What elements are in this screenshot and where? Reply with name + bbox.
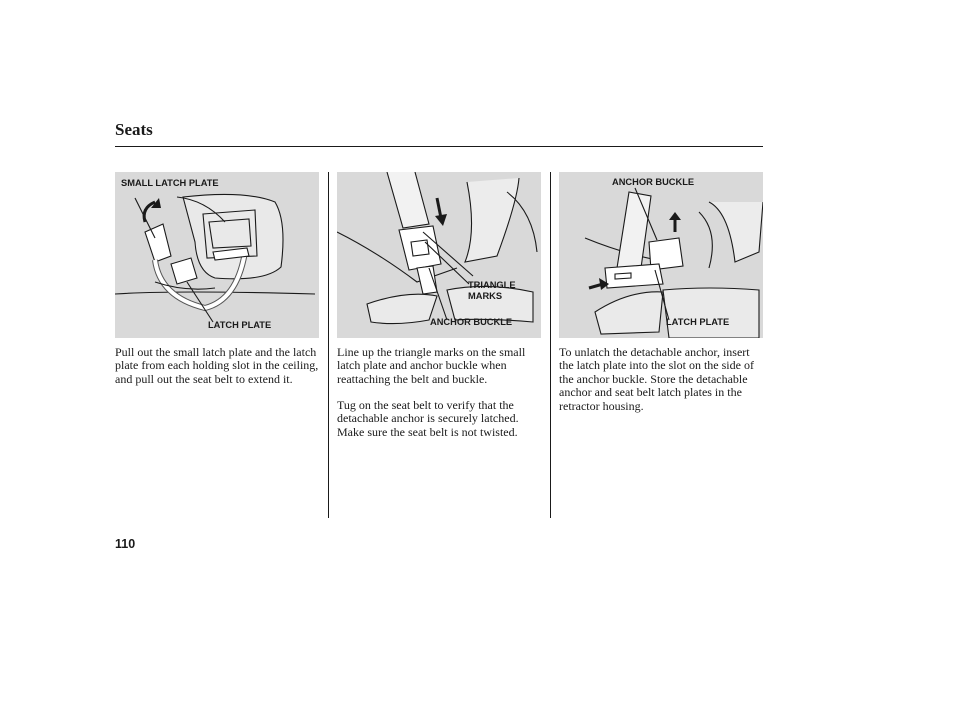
- figure-triangle-marks: [337, 172, 541, 338]
- column-3-paragraph-1: To unlatch the detachable anchor, insert the latch plate into the slot on the side of the anchor buckle. Store the detachable anchor and seat belt latch plates in the retractor housing.: [559, 345, 754, 413]
- figure-ceiling-latch-plates: [115, 172, 319, 338]
- header-rule: [115, 146, 763, 147]
- callout-triangle-marks: TRIANGLE MARKS: [468, 280, 516, 301]
- page-title: Seats: [115, 120, 153, 139]
- column-2-paragraph-1: Line up the triangle marks on the small latch plate and anchor buckle when reattaching the belt and buckle.: [337, 345, 526, 386]
- callout-latch-plate: LATCH PLATE: [208, 320, 272, 330]
- callout-anchor-buckle: ANCHOR BUCKLE: [612, 177, 695, 187]
- callout-small-latch-plate: SMALL LATCH PLATE: [121, 178, 219, 188]
- column-divider-1: [328, 172, 329, 518]
- callout-latch-plate: LATCH PLATE: [666, 317, 730, 327]
- triangle-marks-illustration: [337, 172, 541, 338]
- ceiling-latch-illustration: [115, 172, 319, 338]
- unlatch-anchor-illustration: [559, 172, 763, 338]
- column-1-paragraph-1: Pull out the small latch plate and the latch plate from each holding slot in the ceiling, and pull out the seat belt to extend it.: [115, 345, 319, 386]
- callout-anchor-buckle: ANCHOR BUCKLE: [430, 317, 513, 327]
- page-number: 110: [115, 537, 136, 551]
- figure-unlatch-anchor: [559, 172, 763, 338]
- column-2-paragraph-2: Tug on the seat belt to verify that the detachable anchor is securely latched. Make sure the seat belt is not twisted.: [337, 398, 519, 439]
- column-divider-2: [550, 172, 551, 518]
